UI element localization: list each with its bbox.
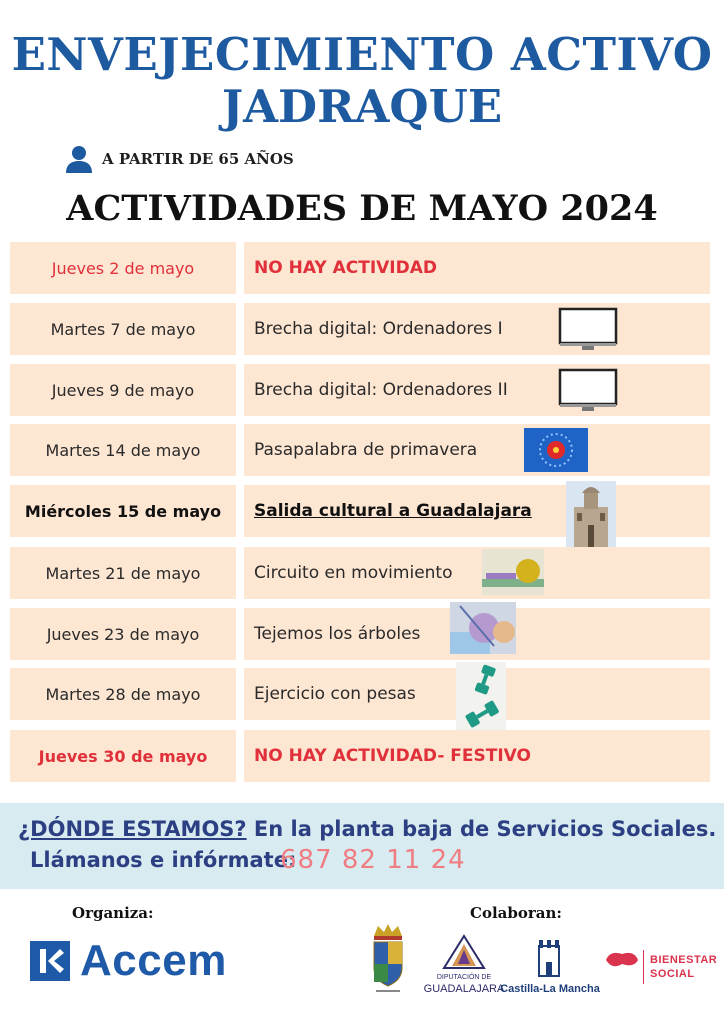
knitting-yarn-image [450,602,516,654]
row-date: Martes 14 de mayo [10,424,236,476]
row-activity: Brecha digital: Ordenadores I [244,303,710,355]
bienestar-social-icon [604,948,640,972]
diputacion-guadalajara-icon [442,934,486,970]
organiza-label: Organiza: [72,904,154,922]
row-activity: Tejemos los árboles [244,608,710,660]
church-image [566,481,616,547]
accem-logo [30,936,227,986]
month-heading: ACTIVIDADES DE MAYO 2024 [66,188,658,229]
pasapalabra-wheel-image [524,428,588,472]
computer-monitor-icon [558,368,618,412]
jadraque-coat-of-arms-icon [368,922,408,996]
bienestar-line2: SOCIAL [650,968,695,980]
location-question: ¿DÓNDE ESTAMOS? [18,817,247,841]
row-date: Jueves 2 de mayo [10,242,236,294]
call-label: Llámanos e infórmate: [30,848,297,872]
bienestar-divider [643,950,644,984]
schedule-row [10,608,710,660]
schedule-row [10,668,710,720]
person-icon [64,144,94,174]
castilla-la-mancha-icon [536,938,562,978]
fitness-ball-image [482,549,544,595]
row-date: Miércoles 15 de mayo [10,485,236,537]
row-date: Martes 28 de mayo [10,668,236,720]
location-band [0,803,724,889]
diputacion-line1: DIPUTACIÓN DE [436,974,492,981]
age-text: A PARTIR DE 65 AÑOS [102,150,294,168]
row-date: Martes 21 de mayo [10,547,236,599]
location-line [18,817,716,841]
row-activity: Pasapalabra de primavera [244,424,710,476]
row-activity: Circuito en movimiento [244,547,710,599]
row-date: Jueves 23 de mayo [10,608,236,660]
schedule-row [10,364,710,416]
phone-number: 687 82 11 24 [280,845,466,875]
row-activity: Brecha digital: Ordenadores II [244,364,710,416]
row-activity: NO HAY ACTIVIDAD [244,242,710,294]
dumbbells-image [456,662,506,730]
row-date: Jueves 30 de mayo [10,730,236,782]
colaboran-label: Colaboran: [470,904,562,922]
computer-monitor-icon [558,307,618,351]
castilla-la-mancha-text: Castilla-La Mancha [500,983,600,995]
age-requirement [64,144,294,174]
page-title-line1: ENVEJECIMIENTO ACTIVO [11,28,713,81]
bienestar-line1: BIENESTAR [650,954,718,966]
row-date: Martes 7 de mayo [10,303,236,355]
schedule-row [10,485,710,537]
location-answer: En la planta baja de Servicios Sociales. [246,817,717,841]
schedule-row [10,730,710,782]
row-activity: Salida cultural a Guadalajara [244,485,710,537]
schedule-row [10,303,710,355]
accem-mark-icon [30,941,70,981]
row-activity: NO HAY ACTIVIDAD- FESTIVO [244,730,710,782]
schedule-row [10,242,710,294]
accem-wordmark: Accem [80,936,227,985]
diputacion-line2: GUADALAJARA [423,983,505,995]
row-activity: Ejercicio con pesas [244,668,710,720]
schedule-row [10,424,710,476]
page-title-line2: JADRAQUE [221,80,503,133]
row-date: Jueves 9 de mayo [10,364,236,416]
schedule-row [10,547,710,599]
